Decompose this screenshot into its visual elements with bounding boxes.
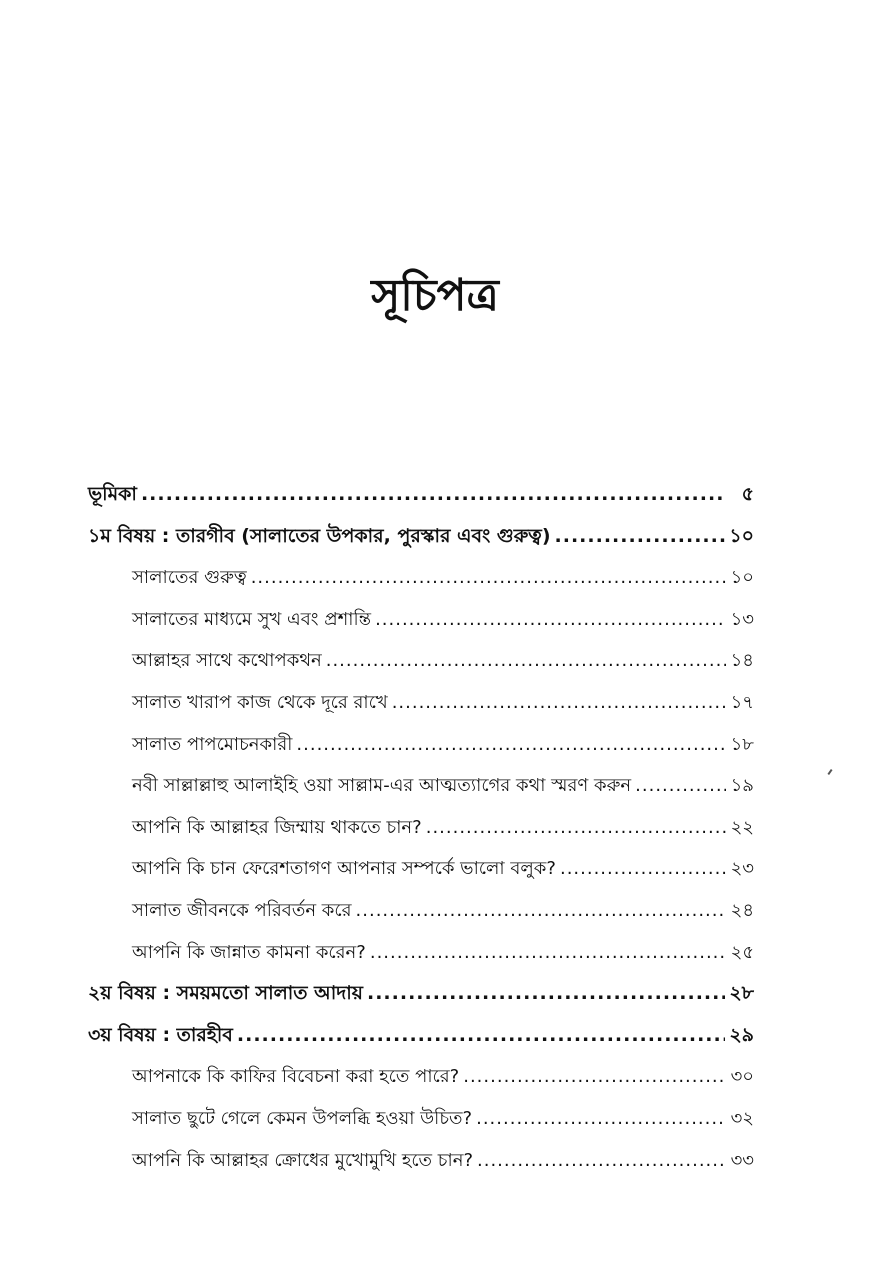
dot-leader <box>326 640 726 682</box>
dot-leader <box>356 890 726 932</box>
toc-page-number: ১০ <box>729 524 754 547</box>
toc-page-number: ৩২ <box>730 1107 754 1129</box>
toc-page-number: ১৯ <box>730 775 754 797</box>
toc-page-number: ৩০ <box>730 1066 754 1088</box>
toc-entry-label: আপনি কি আল্লাহর ক্রোধের মুখোমুখি হতে চান? <box>132 1149 474 1171</box>
toc-entry-subsection[interactable] <box>88 1056 754 1098</box>
toc-entry-label: সালাত ছুটে গেলে কেমন উপলব্ধি হওয়া উচিত? <box>132 1107 473 1129</box>
dot-leader <box>476 1098 726 1140</box>
toc-page-number: ৫ <box>741 483 754 505</box>
toc-page-number: ১৩ <box>730 608 754 630</box>
toc-page-number: ১০ <box>730 567 754 589</box>
toc-entry-label: সালাতের মাধ্যমে সুখ এবং প্রশান্তি <box>132 608 372 630</box>
table-of-contents <box>88 474 754 1181</box>
dot-leader <box>426 807 726 849</box>
toc-page-number: ২৩ <box>730 858 754 880</box>
toc-entry-label: সালাত জীবনকে পরিবর্তন করে <box>132 899 352 921</box>
dot-leader <box>251 557 726 599</box>
toc-entry-label: আপনি কি আল্লাহর জিম্মায় থাকতে চান? <box>132 816 422 838</box>
toc-entry-label: সালাতের গুরুত্ব <box>132 567 247 589</box>
toc-entry-subsection[interactable] <box>88 640 754 682</box>
toc-entry-subsection[interactable] <box>88 890 754 932</box>
toc-entry-subsection[interactable] <box>88 724 754 766</box>
toc-entry-subsection[interactable] <box>88 932 754 974</box>
dot-leader <box>477 1140 726 1182</box>
toc-page-number: ৩৩ <box>730 1149 754 1171</box>
toc-page-number: ২৪ <box>730 899 754 921</box>
toc-entry-chapter-3[interactable] <box>88 1015 754 1057</box>
toc-page-number: ১৭ <box>730 691 754 713</box>
toc-entry-label: ৩য় বিষয় : তারহীব <box>88 1023 233 1046</box>
toc-entry-chapter-2[interactable] <box>88 973 754 1015</box>
toc-entry-label: আপনাকে কি কাফির বিবেচনা করা হতে পারে? <box>132 1066 460 1088</box>
toc-entry-label: আপনি কি জান্নাত কামনা করেন? <box>132 941 366 963</box>
toc-entry-label: সালাত খারাপ কাজ থেকে দূরে রাখে <box>132 691 388 713</box>
dot-leader <box>237 1015 725 1057</box>
page-title: সূচিপত্র <box>371 270 499 321</box>
dot-leader <box>555 516 726 558</box>
toc-entry-label: নবী সাল্লাল্লাহু আলাইহি ওয়া সাল্লাম-এর আত্মত্যাগের কথা স্মরণ করুন <box>132 775 632 797</box>
toc-entry-label: ১ম বিষয় : তারগীব (সালাতের উপকার, পুরস্কার এবং গুরুত্ব) <box>88 524 551 547</box>
dot-leader <box>463 1056 726 1098</box>
toc-entry-label: ২য় বিষয় : সময়মতো সালাত আদায় <box>88 982 363 1005</box>
toc-entry-label: আল্লাহর সাথে কথোপকথন <box>132 650 322 672</box>
toc-page-number: ১৮ <box>730 733 754 755</box>
toc-entry-subsection[interactable] <box>88 807 754 849</box>
dot-leader <box>375 599 726 641</box>
toc-entry-label: সালাত পাপমোচনকারী <box>132 733 293 755</box>
dot-leader <box>370 932 726 974</box>
toc-entry-subsection[interactable] <box>88 848 754 890</box>
toc-page-number: ১৪ <box>730 650 754 672</box>
toc-entry-subsection[interactable] <box>88 1140 754 1182</box>
toc-page-number: ২৮ <box>729 982 754 1005</box>
toc-entry-label: ভূমিকা <box>88 483 137 505</box>
toc-entry-subsection[interactable] <box>88 682 754 724</box>
toc-page-number: ২৯ <box>729 1023 754 1046</box>
toc-entry-chapter-1[interactable] <box>88 516 754 558</box>
scan-speck <box>827 769 832 775</box>
toc-entry-subsection[interactable] <box>88 765 754 807</box>
toc-entry-subsection[interactable] <box>88 557 754 599</box>
toc-entry-subsection[interactable] <box>88 599 754 641</box>
toc-entry-label: আপনি কি চান ফেরেশতাগণ আপনার সম্পর্কে ভালো বলুক? <box>132 858 556 880</box>
dot-leader <box>635 765 726 807</box>
dot-leader <box>560 848 726 890</box>
dot-leader <box>296 724 726 766</box>
dot-leader <box>367 973 725 1015</box>
toc-entry-introduction[interactable] <box>88 474 754 516</box>
toc-page-number: ২২ <box>730 816 754 838</box>
dot-leader <box>141 474 726 516</box>
toc-page-number: ২৫ <box>730 941 754 963</box>
dot-leader <box>392 682 726 724</box>
toc-entry-subsection[interactable] <box>88 1098 754 1140</box>
